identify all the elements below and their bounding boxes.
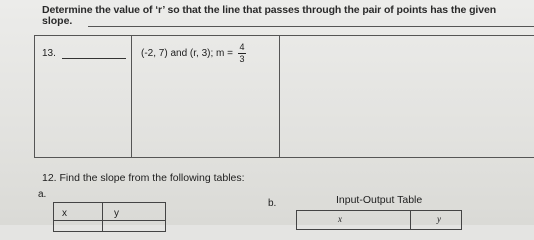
- slope-fraction: [238, 43, 246, 64]
- table-a: [53, 202, 166, 232]
- slope-numerator: 4: [239, 42, 245, 52]
- part-b-label: b.: [268, 198, 277, 209]
- instructions-line-1: Determine the value of ‘r’ so that the line that passes through the pair of points has the given: [42, 4, 497, 16]
- question-13-number: 13.: [42, 48, 56, 59]
- table-a-header-rule: [54, 220, 165, 221]
- question-12-text: 12. Find the slope from the following tables:: [42, 172, 245, 184]
- question-13-points: (-2, 7) and (r, 3); m =: [141, 48, 233, 59]
- table-a-divider: [102, 203, 103, 231]
- slope-denominator: 3: [239, 54, 245, 64]
- box-left-rule: [34, 35, 35, 157]
- table-b-header-x: x: [338, 214, 342, 224]
- box-middle-rule: [131, 35, 132, 157]
- box-right-rule: [279, 35, 280, 157]
- table-a-header-y: y: [114, 208, 119, 219]
- part-a-label: a.: [38, 189, 47, 200]
- box-bottom-rule: [34, 157, 534, 158]
- input-output-table-title: Input-Output Table: [336, 194, 423, 206]
- table-b-header-y: y: [437, 214, 441, 224]
- top-rule: [88, 26, 534, 27]
- instructions: [42, 5, 532, 27]
- answer-blank[interactable]: [62, 58, 126, 59]
- table-b-divider: [410, 211, 411, 229]
- table-a-header-x: x: [62, 208, 67, 219]
- box-top-rule: [34, 35, 534, 36]
- question-13-text: [141, 43, 246, 64]
- table-b: [296, 210, 462, 230]
- instructions-line-2: slope.: [42, 15, 73, 27]
